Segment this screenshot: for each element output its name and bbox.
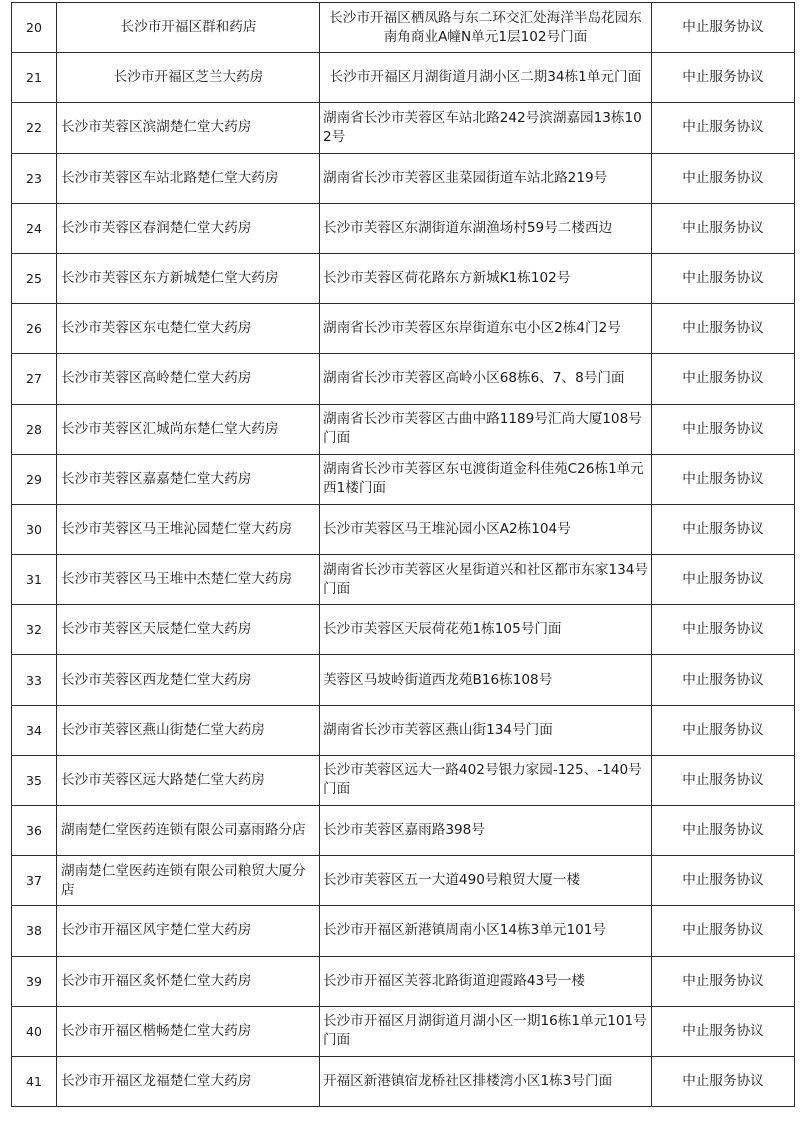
table-row — [12, 856, 795, 906]
pharmacy-name: 长沙市芙蓉区嘉嘉楚仁堂大药房 — [57, 454, 320, 504]
pharmacy-name: 长沙市芙蓉区高岭楚仁堂大药房 — [57, 354, 320, 404]
table-row — [12, 103, 795, 153]
row-number: 30 — [12, 504, 57, 554]
pharmacy-name: 长沙市芙蓉区远大路楚仁堂大药房 — [57, 755, 320, 805]
pharmacy-name: 长沙市芙蓉区春润楚仁堂大药房 — [57, 203, 320, 253]
pharmacy-name: 湖南楚仁堂医药连锁有限公司粮贸大厦分店 — [57, 856, 320, 906]
pharmacy-name: 长沙市开福区楷畅楚仁堂大药房 — [57, 1006, 320, 1056]
pharmacy-address: 芙蓉区马坡岭街道西龙苑B16栋108号 — [320, 655, 652, 705]
pharmacy-address: 长沙市开福区栖凤路与东二环交汇处海洋半岛花园东南角商业A幢N单元1层102号门面 — [320, 3, 652, 53]
agreement-status: 中止服务协议 — [652, 304, 795, 354]
agreement-status: 中止服务协议 — [652, 253, 795, 303]
row-number: 21 — [12, 53, 57, 103]
agreement-status: 中止服务协议 — [652, 53, 795, 103]
table-row — [12, 253, 795, 303]
agreement-status: 中止服务协议 — [652, 1006, 795, 1056]
pharmacy-address: 长沙市芙蓉区五一大道490号粮贸大厦一楼 — [320, 856, 652, 906]
pharmacy-address: 湖南省长沙市芙蓉区韭菜园街道车站北路219号 — [320, 153, 652, 203]
agreement-status: 中止服务协议 — [652, 755, 795, 805]
pharmacy-address: 湖南省长沙市芙蓉区古曲中路1189号汇尚大厦108号门面 — [320, 404, 652, 454]
pharmacy-name: 长沙市开福区芝兰大药房 — [57, 53, 320, 103]
row-number: 39 — [12, 956, 57, 1006]
pharmacy-name: 长沙市开福区风宇楚仁堂大药房 — [57, 906, 320, 956]
row-number: 41 — [12, 1056, 57, 1106]
row-number: 34 — [12, 705, 57, 755]
pharmacy-address: 长沙市芙蓉区荷花路东方新城K1栋102号 — [320, 253, 652, 303]
agreement-status: 中止服务协议 — [652, 504, 795, 554]
table-row — [12, 956, 795, 1006]
agreement-status: 中止服务协议 — [652, 705, 795, 755]
pharmacy-name: 湖南楚仁堂医药连锁有限公司嘉雨路分店 — [57, 806, 320, 856]
row-number: 23 — [12, 153, 57, 203]
agreement-status: 中止服务协议 — [652, 856, 795, 906]
agreement-status: 中止服务协议 — [652, 555, 795, 605]
table-row — [12, 3, 795, 53]
pharmacy-name: 长沙市芙蓉区燕山街楚仁堂大药房 — [57, 705, 320, 755]
table-row — [12, 1056, 795, 1106]
table-row — [12, 404, 795, 454]
table-row — [12, 906, 795, 956]
agreement-status: 中止服务协议 — [652, 153, 795, 203]
pharmacy-name: 长沙市开福区炙怀楚仁堂大药房 — [57, 956, 320, 1006]
agreement-status: 中止服务协议 — [652, 605, 795, 655]
pharmacy-address: 湖南省长沙市芙蓉区东岸街道东屯小区2栋4门2号 — [320, 304, 652, 354]
pharmacy-address: 长沙市芙蓉区天辰荷花苑1栋105号门面 — [320, 605, 652, 655]
pharmacy-address: 湖南省长沙市芙蓉区东屯渡街道金科佳苑C26栋1单元西1楼门面 — [320, 454, 652, 504]
table-row — [12, 1006, 795, 1056]
row-number: 38 — [12, 906, 57, 956]
pharmacy-address: 长沙市芙蓉区东湖街道东湖渔场村59号二楼西边 — [320, 203, 652, 253]
table-row — [12, 555, 795, 605]
agreement-status: 中止服务协议 — [652, 454, 795, 504]
pharmacy-table — [11, 2, 795, 1107]
row-number: 40 — [12, 1006, 57, 1056]
agreement-status: 中止服务协议 — [652, 906, 795, 956]
pharmacy-name: 长沙市芙蓉区东屯楚仁堂大药房 — [57, 304, 320, 354]
row-number: 32 — [12, 605, 57, 655]
pharmacy-name: 长沙市芙蓉区西龙楚仁堂大药房 — [57, 655, 320, 705]
table-row — [12, 755, 795, 805]
row-number: 22 — [12, 103, 57, 153]
table-row — [12, 203, 795, 253]
pharmacy-address: 长沙市芙蓉区远大一路402号银力家园-125、-140号门面 — [320, 755, 652, 805]
table-row — [12, 705, 795, 755]
row-number: 26 — [12, 304, 57, 354]
row-number: 31 — [12, 555, 57, 605]
agreement-status: 中止服务协议 — [652, 1056, 795, 1106]
pharmacy-name: 长沙市芙蓉区车站北路楚仁堂大药房 — [57, 153, 320, 203]
row-number: 27 — [12, 354, 57, 404]
agreement-status: 中止服务协议 — [652, 404, 795, 454]
agreement-status: 中止服务协议 — [652, 3, 795, 53]
agreement-status: 中止服务协议 — [652, 806, 795, 856]
table-row — [12, 605, 795, 655]
pharmacy-name: 长沙市芙蓉区马王堆中杰楚仁堂大药房 — [57, 555, 320, 605]
table-row — [12, 655, 795, 705]
pharmacy-address: 长沙市开福区月湖街道月湖小区一期16栋1单元101号门面 — [320, 1006, 652, 1056]
pharmacy-address: 开福区新港镇宿龙桥社区排楼湾小区1栋3号门面 — [320, 1056, 652, 1106]
pharmacy-name: 长沙市开福区群和药店 — [57, 3, 320, 53]
pharmacy-name: 长沙市芙蓉区滨湖楚仁堂大药房 — [57, 103, 320, 153]
row-number: 36 — [12, 806, 57, 856]
pharmacy-address: 长沙市开福区芙蓉北路街道迎霞路43号一楼 — [320, 956, 652, 1006]
pharmacy-name: 长沙市芙蓉区东方新城楚仁堂大药房 — [57, 253, 320, 303]
table-row — [12, 354, 795, 404]
agreement-status: 中止服务协议 — [652, 655, 795, 705]
pharmacy-address: 湖南省长沙市芙蓉区燕山街134号门面 — [320, 705, 652, 755]
pharmacy-address: 湖南省长沙市芙蓉区高岭小区68栋6、7、8号门面 — [320, 354, 652, 404]
table-row — [12, 806, 795, 856]
row-number: 37 — [12, 856, 57, 906]
agreement-status: 中止服务协议 — [652, 103, 795, 153]
row-number: 29 — [12, 454, 57, 504]
pharmacy-address: 长沙市开福区新港镇周南小区14栋3单元101号 — [320, 906, 652, 956]
table-row — [12, 504, 795, 554]
row-number: 24 — [12, 203, 57, 253]
pharmacy-name: 长沙市芙蓉区马王堆沁园楚仁堂大药房 — [57, 504, 320, 554]
agreement-status: 中止服务协议 — [652, 203, 795, 253]
agreement-status: 中止服务协议 — [652, 354, 795, 404]
pharmacy-address: 湖南省长沙市芙蓉区火星街道兴和社区都市东家134号门面 — [320, 555, 652, 605]
pharmacy-table-sheet — [11, 2, 794, 1107]
pharmacy-name: 长沙市芙蓉区汇城尚东楚仁堂大药房 — [57, 404, 320, 454]
row-number: 35 — [12, 755, 57, 805]
table-row — [12, 153, 795, 203]
pharmacy-name: 长沙市开福区龙福楚仁堂大药房 — [57, 1056, 320, 1106]
pharmacy-table-body — [12, 3, 795, 1107]
row-number: 20 — [12, 3, 57, 53]
row-number: 28 — [12, 404, 57, 454]
pharmacy-address: 湖南省长沙市芙蓉区车站北路242号滨湖嘉园13栋102号 — [320, 103, 652, 153]
table-row — [12, 53, 795, 103]
row-number: 25 — [12, 253, 57, 303]
pharmacy-address: 长沙市开福区月湖街道月湖小区二期34栋1单元门面 — [320, 53, 652, 103]
table-row — [12, 304, 795, 354]
pharmacy-address: 长沙市芙蓉区马王堆沁园小区A2栋104号 — [320, 504, 652, 554]
row-number: 33 — [12, 655, 57, 705]
agreement-status: 中止服务协议 — [652, 956, 795, 1006]
pharmacy-name: 长沙市芙蓉区天辰楚仁堂大药房 — [57, 605, 320, 655]
pharmacy-address: 长沙市芙蓉区嘉雨路398号 — [320, 806, 652, 856]
table-row — [12, 454, 795, 504]
